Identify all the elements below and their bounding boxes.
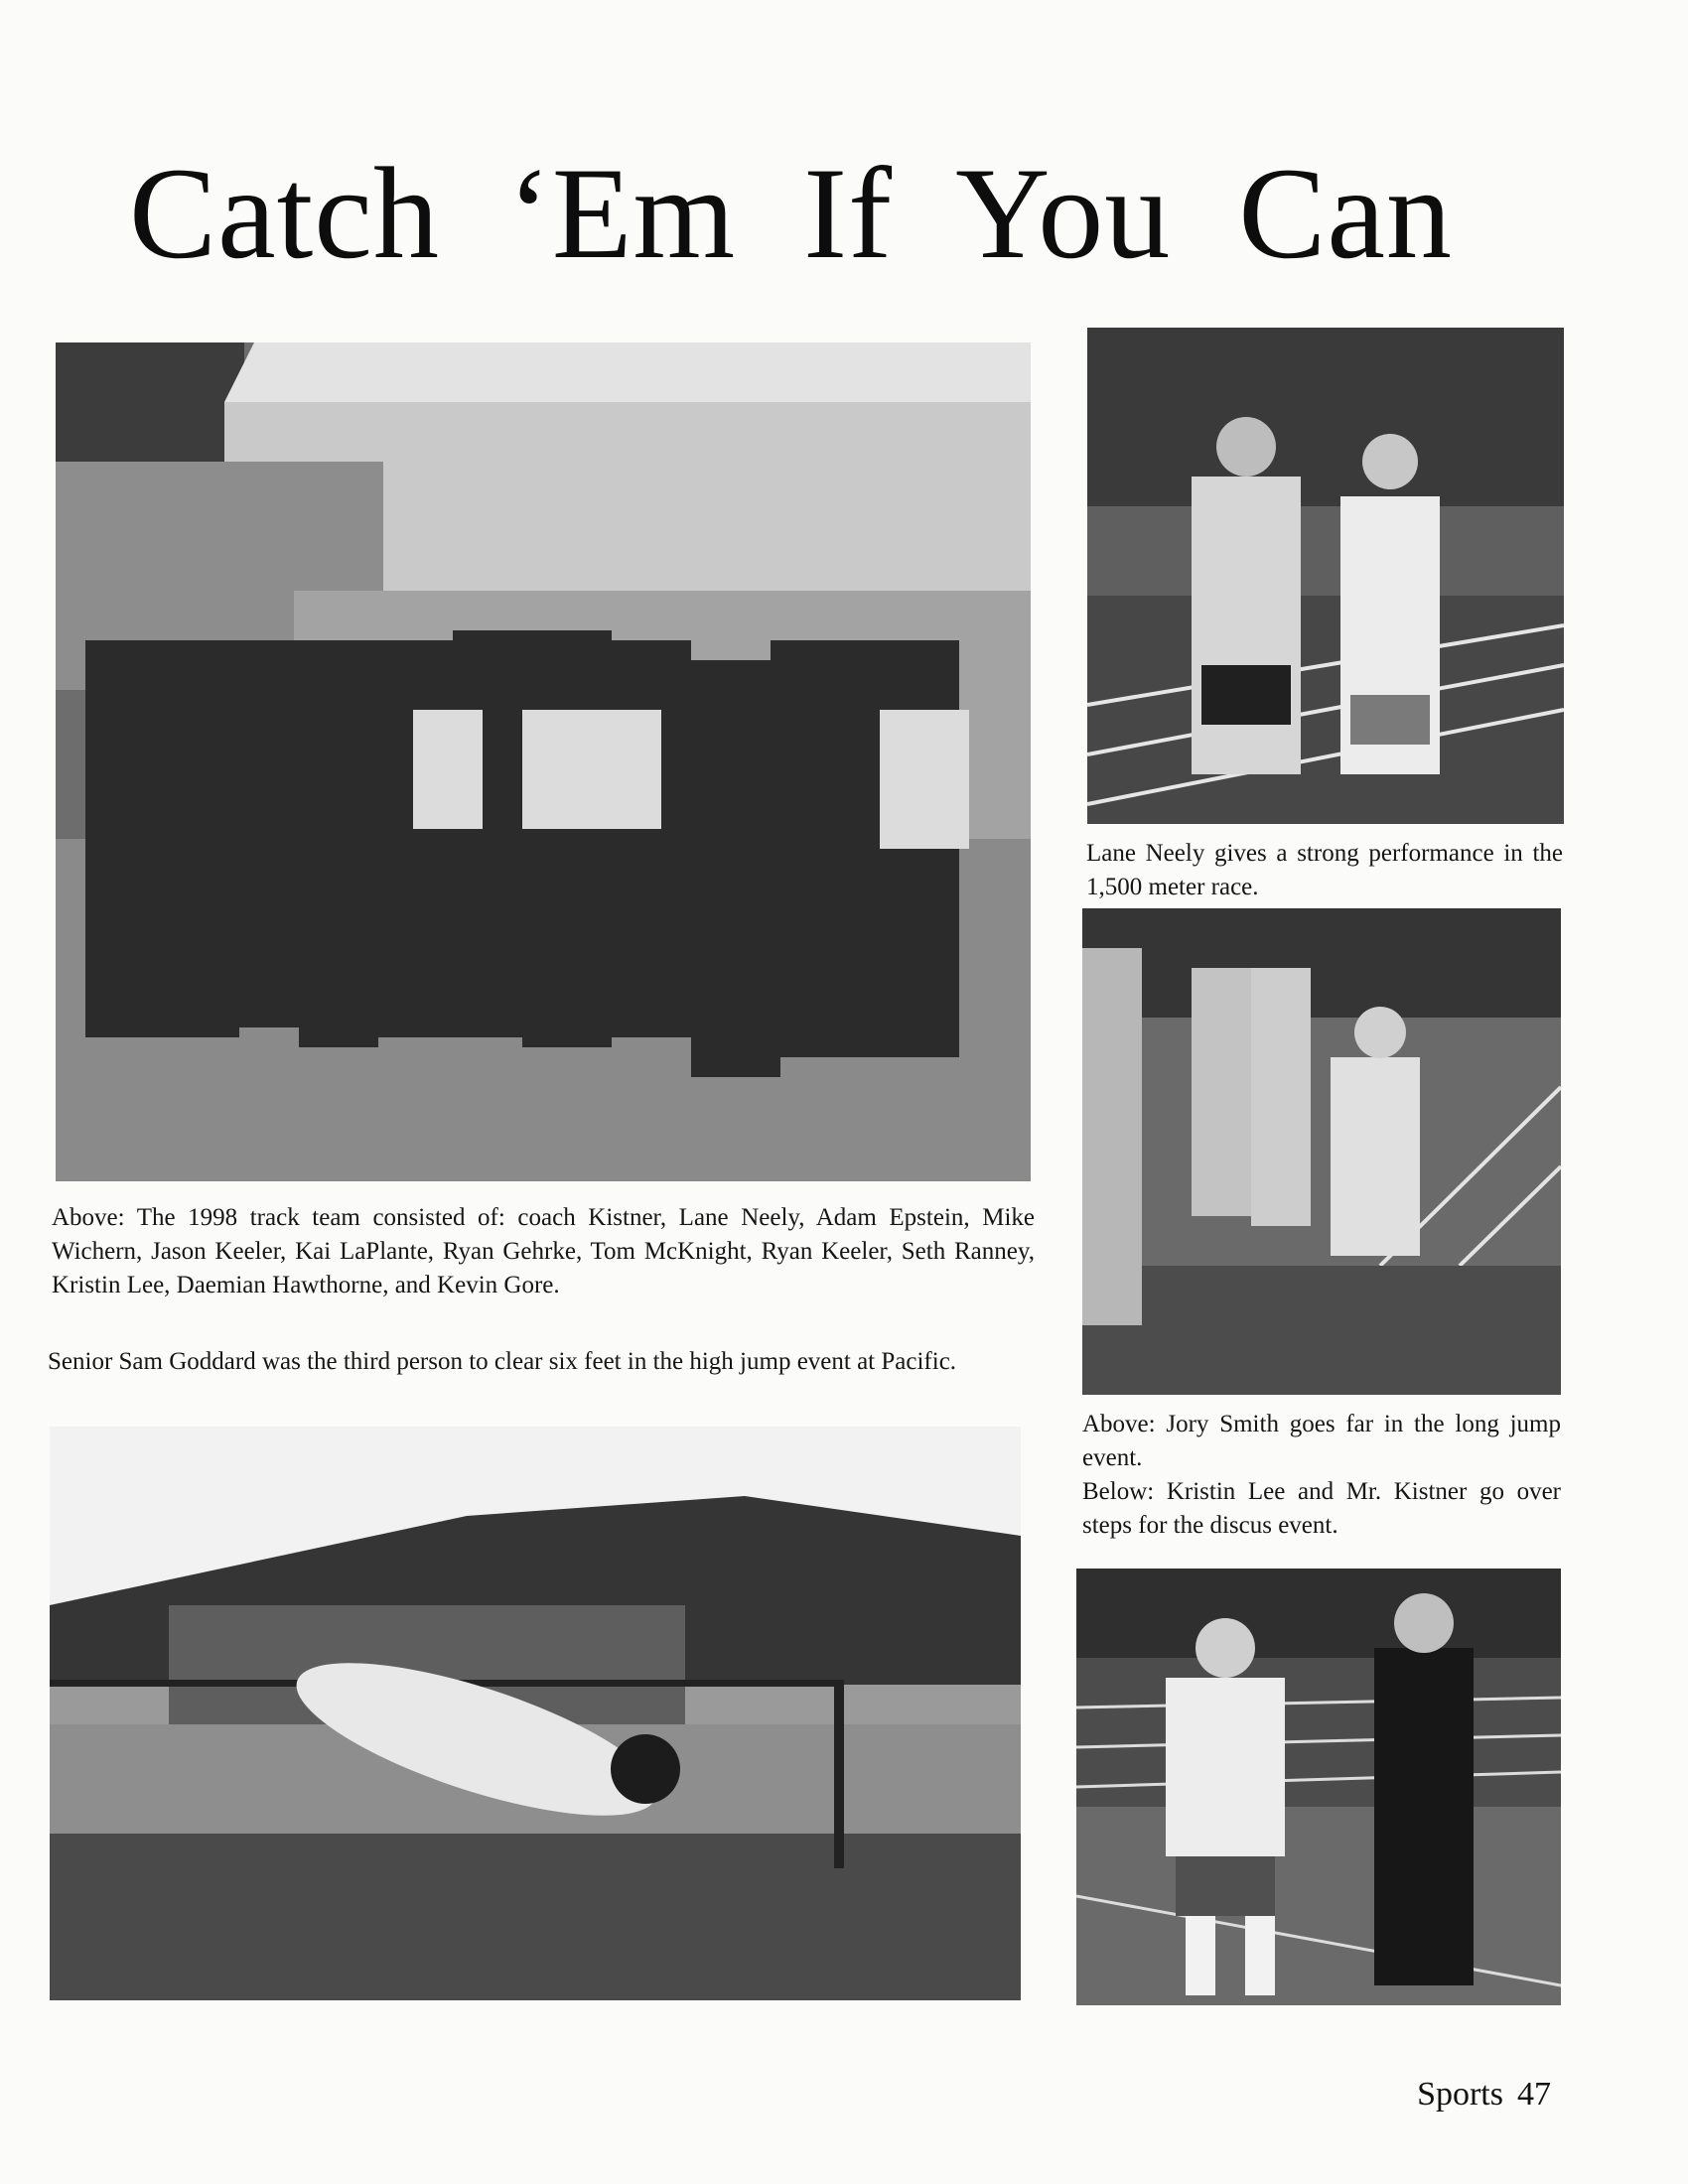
- team-photo: [56, 342, 1031, 1181]
- race-photo-caption: Lane Neely gives a strong performance in the 1,500 meter race.: [1086, 840, 1563, 900]
- discus-caption: Below: Kristin Lee and Mr. Kistner go over steps for the discus event.: [1082, 1478, 1561, 1539]
- high-jump-caption: Senior Sam Goddard was the third person to clear six feet in the high jump event at Pacific.: [48, 1348, 957, 1375]
- section-label: Sports: [1417, 2076, 1503, 2113]
- page-title: Catch ‘Em If You Can: [129, 140, 1453, 286]
- team-photo-caption: Above: The 1998 track team consisted of: coach Kistner, Lane Neely, Adam Epstein, Mike Wichern, Jason Keeler, Kai LaPlante, Ryan Gehrke, Tom McKnight, Ryan Keeler, Seth Ranney, Kristin Lee, Daemian Hawthorne, and Kevin Gore.: [52, 1204, 1035, 1298]
- long-jump-photo: [1082, 908, 1561, 1395]
- race-photo: [1087, 328, 1564, 824]
- page-footer: [1417, 2075, 1551, 2115]
- high-jump-photo: [50, 1427, 1021, 2000]
- discus-photo: [1076, 1569, 1561, 2005]
- page-number: 47: [1517, 2076, 1551, 2113]
- long-jump-caption: Above: Jory Smith goes far in the long jump event. Below: Kristin Lee and Mr. Kistner go over steps for the discus event.: [1082, 1408, 1561, 1543]
